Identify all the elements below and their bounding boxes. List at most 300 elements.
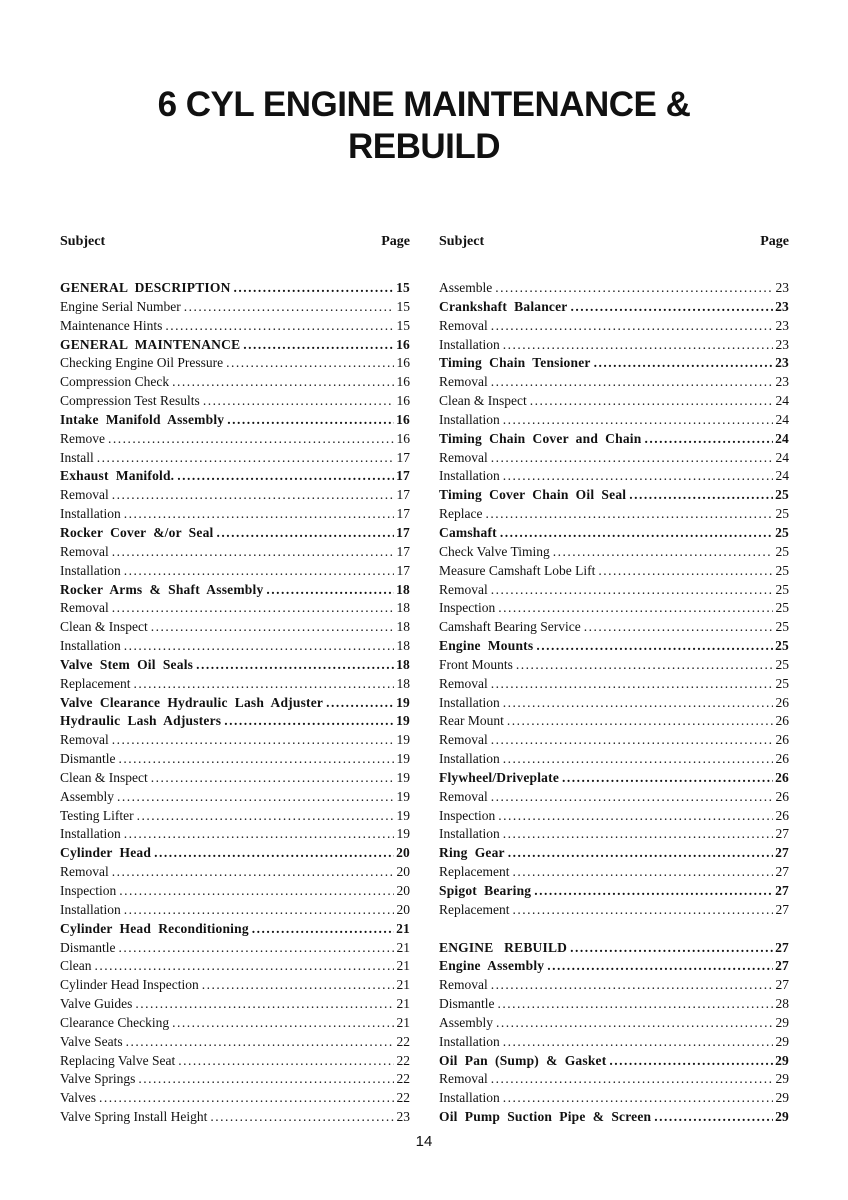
toc-entry-label: Installation xyxy=(60,506,121,522)
dot-leader xyxy=(108,430,394,449)
toc-entry-page: 20 xyxy=(396,883,410,898)
dot-leader xyxy=(138,1070,394,1089)
toc-entry-label: GENERAL DESCRIPTION xyxy=(60,280,231,295)
dot-leader xyxy=(126,1033,394,1052)
dot-leader xyxy=(124,637,394,656)
toc-entry-page: 16 xyxy=(396,374,410,390)
toc-header xyxy=(60,232,410,252)
toc-entry-label: Clearance Checking xyxy=(60,1014,170,1030)
toc-entry-page: 27 xyxy=(775,977,789,993)
toc-entry-page: 29 xyxy=(775,1033,789,1049)
toc-entry-page: 24 xyxy=(775,430,789,446)
toc-entry-label: Dismantle xyxy=(439,996,495,1012)
dot-leader xyxy=(498,807,773,826)
dot-leader xyxy=(112,486,394,505)
toc-entry xyxy=(60,750,410,769)
toc-section-entry xyxy=(439,298,789,317)
toc-entry-label: Replace xyxy=(439,506,483,522)
toc-entry xyxy=(439,825,789,844)
toc-entry xyxy=(439,1014,789,1033)
toc-entry xyxy=(60,486,410,505)
toc-entry-label: Removal xyxy=(439,788,488,804)
toc-entry-label: Compression Test Results xyxy=(60,393,200,409)
dot-leader xyxy=(491,731,773,750)
toc-entry-page: 22 xyxy=(396,1090,410,1106)
toc-entry-label: Oil Pump Suction Pipe & Screen xyxy=(439,1109,652,1125)
toc-entry xyxy=(60,863,410,882)
dot-leader xyxy=(227,411,394,430)
toc-entry xyxy=(439,675,789,694)
toc-entry xyxy=(439,731,789,750)
dot-leader xyxy=(224,712,394,731)
toc-entry-page: 23 xyxy=(775,336,789,352)
toc-entry-label: Hydraulic Lash Adjusters xyxy=(60,713,222,729)
dot-leader xyxy=(507,712,773,731)
toc-entry-page: 16 xyxy=(396,411,410,427)
toc-entry-label: Testing Lifter xyxy=(60,807,134,823)
toc-section-entry xyxy=(60,712,410,731)
toc-entry-page: 25 xyxy=(775,638,789,654)
toc-entry-label: Replacing Valve Seat xyxy=(60,1052,176,1068)
title-line-1: 6 CYL ENGINE MAINTENANCE & xyxy=(157,85,691,124)
dot-leader xyxy=(512,863,773,882)
toc-section-entry xyxy=(439,957,789,976)
toc-entry-page: 23 xyxy=(396,1109,410,1125)
toc-section-entry xyxy=(60,694,410,713)
toc-entry-page: 21 xyxy=(396,920,410,936)
toc-entry-label: Removal xyxy=(439,317,488,333)
dot-leader xyxy=(202,976,394,995)
toc-entry-page: 26 xyxy=(775,769,789,785)
dot-leader xyxy=(503,750,773,769)
dot-leader xyxy=(97,449,394,468)
toc-entry xyxy=(60,637,410,656)
page-heading: Page xyxy=(760,234,789,249)
toc-entry-label: Removal xyxy=(439,581,488,597)
dot-leader xyxy=(119,939,395,958)
toc-entry-label: Removal xyxy=(439,449,488,465)
dot-leader xyxy=(117,788,394,807)
toc-entry-label: Installation xyxy=(439,1090,500,1106)
toc-entry-page: 18 xyxy=(396,600,410,616)
toc-entry-page: 29 xyxy=(775,1071,789,1087)
toc-entry xyxy=(60,430,410,449)
toc-entry-page: 18 xyxy=(396,675,410,691)
toc-entry-page: 27 xyxy=(775,845,789,861)
toc-entry-label: Check Valve Timing xyxy=(439,543,550,559)
toc-entry-page: 15 xyxy=(396,317,410,333)
toc-entry-page: 23 xyxy=(775,317,789,333)
dot-leader xyxy=(326,694,394,713)
dot-leader xyxy=(500,524,773,543)
dot-leader xyxy=(177,467,394,486)
dot-leader xyxy=(491,373,773,392)
toc-entry xyxy=(60,825,410,844)
toc-entry-page: 21 xyxy=(396,958,410,974)
toc-entry xyxy=(60,957,410,976)
toc-section-entry xyxy=(439,354,789,373)
toc-entry xyxy=(60,373,410,392)
toc-entry-page: 19 xyxy=(396,788,410,804)
toc-entry-page: 24 xyxy=(775,411,789,427)
toc-entry xyxy=(439,995,789,1014)
toc-entry-page: 21 xyxy=(396,996,410,1012)
toc-entry-page: 16 xyxy=(396,430,410,446)
toc-entry-label: Inspection xyxy=(60,883,117,898)
toc-entry-label: Maintenance Hints xyxy=(60,317,163,333)
toc-entry-page: 19 xyxy=(396,694,410,710)
dot-leader xyxy=(584,618,773,637)
toc-entry-label: Camshaft xyxy=(439,524,497,540)
toc-entry-label: Valves xyxy=(60,1090,96,1106)
dot-leader xyxy=(172,373,394,392)
toc-entry xyxy=(439,807,789,826)
dot-leader xyxy=(491,317,773,336)
toc-entry-label: Clean xyxy=(60,958,92,974)
dot-leader xyxy=(503,825,773,844)
dot-leader xyxy=(503,336,773,355)
toc-entry-page: 17 xyxy=(396,524,410,540)
dot-leader xyxy=(112,863,394,882)
toc-entry-page: 19 xyxy=(396,826,410,842)
toc-entry-label: Cylinder Head Inspection xyxy=(60,977,199,993)
toc-entry-page: 29 xyxy=(775,1014,789,1030)
toc-entry xyxy=(60,1070,410,1089)
toc-entry-label: Valve Stem Oil Seals xyxy=(60,656,194,672)
toc-entry xyxy=(60,618,410,637)
toc-entry-page: 17 xyxy=(396,449,410,465)
toc-entry xyxy=(439,712,789,731)
dot-leader xyxy=(112,599,394,618)
toc-header xyxy=(439,232,789,252)
toc-entry-label: Exhaust Manifold. xyxy=(60,468,175,484)
toc-entry xyxy=(439,750,789,769)
dot-leader xyxy=(154,844,394,863)
toc-entry-page: 18 xyxy=(396,656,410,672)
toc-entry-label: Valve Springs xyxy=(60,1071,136,1087)
toc-entry-page: 19 xyxy=(396,751,410,767)
dot-leader xyxy=(598,562,773,581)
toc-entry-label: Installation xyxy=(439,694,500,710)
toc-entry-label: Removal xyxy=(439,374,488,390)
toc-entry-page: 19 xyxy=(396,713,410,729)
toc-entry-label: Rear Mount xyxy=(439,713,504,729)
dot-leader xyxy=(516,656,773,675)
toc-entry-label: Installation xyxy=(60,826,121,842)
toc-entry-page: 23 xyxy=(775,298,789,314)
toc-entry-label: Timing Chain Tensioner xyxy=(439,355,591,371)
toc-entry xyxy=(60,976,410,995)
toc-entry xyxy=(439,562,789,581)
toc-entry-label: Replacement xyxy=(60,675,131,691)
toc-column-left xyxy=(60,232,410,1127)
toc-entry-page: 24 xyxy=(775,393,789,409)
dot-leader xyxy=(503,411,773,430)
toc-entry-label: Assembly xyxy=(60,788,114,804)
toc-entry-label: Cylinder Head Reconditioning xyxy=(60,920,249,936)
toc-entry xyxy=(60,1052,410,1071)
toc-entry xyxy=(60,1014,410,1033)
toc-entry xyxy=(439,449,789,468)
dot-leader xyxy=(234,279,394,298)
toc-entry-label: Ring Gear xyxy=(439,845,505,861)
dot-leader xyxy=(491,788,773,807)
toc-entry-page: 26 xyxy=(775,751,789,767)
toc-entry xyxy=(60,995,410,1014)
toc-entry-page: 26 xyxy=(775,713,789,729)
toc-section-entry xyxy=(439,939,789,958)
toc-entry xyxy=(60,543,410,562)
toc-entry-label: Dismantle xyxy=(60,939,116,955)
toc-section-entry xyxy=(60,844,410,863)
toc-entry xyxy=(439,656,789,675)
toc-entry-page: 17 xyxy=(396,506,410,522)
toc-entry xyxy=(439,581,789,600)
toc-entry xyxy=(60,769,410,788)
dot-leader xyxy=(266,581,394,600)
toc-entry-page: 24 xyxy=(775,468,789,484)
toc-entry xyxy=(60,298,410,317)
toc-section-entry xyxy=(439,1108,789,1127)
toc-entry-page: 26 xyxy=(775,788,789,804)
toc-entry-label: Flywheel/Driveplate xyxy=(439,769,560,785)
dot-leader xyxy=(629,486,773,505)
toc-entry-label: Front Mounts xyxy=(439,656,513,672)
toc-list xyxy=(60,279,410,1127)
document-title xyxy=(0,84,848,168)
dot-leader xyxy=(124,901,394,920)
toc-entry-label: Removal xyxy=(60,732,109,748)
toc-entry-label: Removal xyxy=(60,487,109,503)
dot-leader xyxy=(243,336,394,355)
subject-heading: Subject xyxy=(60,234,106,249)
dot-leader xyxy=(534,882,773,901)
dot-leader xyxy=(594,354,773,373)
dot-leader xyxy=(491,976,773,995)
toc-entry-label: Removal xyxy=(439,675,488,691)
toc-entry-page: 28 xyxy=(775,996,789,1012)
dot-leader xyxy=(530,392,773,411)
toc-section-entry xyxy=(439,769,789,788)
toc-entry xyxy=(439,336,789,355)
toc-entry xyxy=(439,543,789,562)
toc-entry xyxy=(439,863,789,882)
dot-leader xyxy=(644,430,773,449)
title-line-2: REBUILD xyxy=(347,127,501,166)
toc-entry-label: Removal xyxy=(439,977,488,993)
toc-entry-page: 16 xyxy=(396,355,410,371)
dot-leader xyxy=(124,562,394,581)
toc-entry xyxy=(60,675,410,694)
toc-entry-page: 25 xyxy=(775,506,789,522)
toc-entry-label: Replacement xyxy=(439,864,510,880)
dot-leader xyxy=(536,637,773,656)
dot-leader xyxy=(508,844,773,863)
toc-entry-page: 16 xyxy=(396,393,410,409)
toc-entry-page: 17 xyxy=(396,543,410,559)
toc-section-entry xyxy=(439,844,789,863)
toc-entry-label: Rocker Cover &/or Seal xyxy=(60,524,214,540)
toc-entry-page: 27 xyxy=(775,864,789,880)
toc-section-entry xyxy=(60,524,410,543)
toc-entry-page: 29 xyxy=(775,1090,789,1106)
dot-leader xyxy=(491,581,773,600)
dot-leader xyxy=(119,750,395,769)
dot-leader xyxy=(119,882,394,901)
toc-entry-label: Installation xyxy=(439,336,500,352)
toc-entry xyxy=(60,939,410,958)
dot-leader xyxy=(491,675,773,694)
toc-entry-label: Removal xyxy=(439,1071,488,1087)
toc-entry xyxy=(439,694,789,713)
toc-section-entry xyxy=(60,279,410,298)
dot-leader xyxy=(133,675,394,694)
toc-entry-label: Assemble xyxy=(439,280,493,295)
dot-leader xyxy=(151,769,394,788)
toc-entry-label: Installation xyxy=(60,638,121,654)
toc-entry-page: 19 xyxy=(396,769,410,785)
toc-entry-label: Valve Guides xyxy=(60,996,133,1012)
dot-leader xyxy=(137,807,394,826)
dot-leader xyxy=(553,543,773,562)
toc-entry-page: 21 xyxy=(396,1014,410,1030)
toc-entry-page: 25 xyxy=(775,581,789,597)
toc-entry-label: Timing Chain Cover and Chain xyxy=(439,430,642,446)
toc-entry-label: Installation xyxy=(439,751,500,767)
toc-entry xyxy=(60,882,410,901)
toc-entry-page: 21 xyxy=(396,977,410,993)
toc-entry-page: 26 xyxy=(775,694,789,710)
toc-entry-label: Cylinder Head xyxy=(60,845,152,861)
toc-entry-page: 17 xyxy=(396,562,410,578)
toc-entry-label: Clean & Inspect xyxy=(439,393,527,409)
toc-entry xyxy=(60,562,410,581)
toc-entry xyxy=(60,1108,410,1127)
toc-entry-page: 25 xyxy=(775,619,789,635)
dot-leader xyxy=(112,731,394,750)
toc-entry-page: 27 xyxy=(775,958,789,974)
toc-entry-page: 15 xyxy=(396,298,410,314)
toc-entry-page: 23 xyxy=(775,374,789,390)
toc-section-entry xyxy=(60,411,410,430)
dot-leader xyxy=(210,1108,394,1127)
toc-entry-label: Rocker Arms & Shaft Assembly xyxy=(60,581,264,597)
dot-leader xyxy=(184,298,394,317)
toc-entry-page: 23 xyxy=(775,280,789,295)
dot-leader xyxy=(503,1033,773,1052)
toc-entry-label: ENGINE REBUILD xyxy=(439,939,568,955)
dot-leader xyxy=(571,298,774,317)
toc-section-entry xyxy=(439,430,789,449)
toc-entry-page: 26 xyxy=(775,732,789,748)
dot-leader xyxy=(172,1014,394,1033)
toc-entry-page: 22 xyxy=(396,1071,410,1087)
dot-leader xyxy=(503,1089,773,1108)
toc-entry xyxy=(439,373,789,392)
dot-leader xyxy=(165,317,394,336)
subject-heading: Subject xyxy=(439,234,485,249)
dot-leader xyxy=(252,920,394,939)
dot-leader xyxy=(654,1108,773,1127)
dot-leader xyxy=(570,939,773,958)
toc-entry xyxy=(439,976,789,995)
toc-entry-page: 19 xyxy=(396,732,410,748)
toc-entry-page: 27 xyxy=(775,939,789,955)
toc-entry-page: 20 xyxy=(396,845,410,861)
toc-entry-page: 25 xyxy=(775,524,789,540)
dot-leader xyxy=(178,1052,394,1071)
dot-leader xyxy=(135,995,394,1014)
toc-entry xyxy=(60,901,410,920)
toc-entry xyxy=(60,1033,410,1052)
dot-leader xyxy=(498,995,774,1014)
toc-section-entry xyxy=(60,336,410,355)
toc-entry-label: Assembly xyxy=(439,1014,493,1030)
toc-entry-page: 25 xyxy=(775,562,789,578)
toc-entry-page: 22 xyxy=(396,1033,410,1049)
toc-section-entry xyxy=(60,581,410,600)
dot-leader xyxy=(498,599,773,618)
dot-leader xyxy=(496,1014,773,1033)
page-heading: Page xyxy=(381,234,410,249)
toc-entry-label: Compression Check xyxy=(60,374,170,390)
toc-entry xyxy=(439,505,789,524)
toc-entry-label: GENERAL MAINTENANCE xyxy=(60,336,241,352)
toc-entry-label: Camshaft Bearing Service xyxy=(439,619,581,635)
dot-leader xyxy=(562,769,773,788)
toc-entry-label: Timing Cover Chain Oil Seal xyxy=(439,487,627,503)
toc-entry-page: 18 xyxy=(396,638,410,654)
dot-leader xyxy=(503,467,773,486)
toc-entry-page: 27 xyxy=(775,826,789,842)
toc-entry-page: 15 xyxy=(396,280,410,295)
toc-section-entry xyxy=(439,486,789,505)
toc-list xyxy=(439,279,789,1127)
toc-entry xyxy=(439,392,789,411)
toc-entry-label: Installation xyxy=(439,468,500,484)
toc-entry-page: 29 xyxy=(775,1052,789,1068)
toc-entry-label: Engine Assembly xyxy=(439,958,545,974)
toc-spacer xyxy=(439,920,789,939)
toc-entry-label: Measure Camshaft Lobe Lift xyxy=(439,562,596,578)
dot-leader xyxy=(491,449,773,468)
toc-entry-label: Install xyxy=(60,449,94,465)
toc-entry-page: 20 xyxy=(396,864,410,880)
dot-leader xyxy=(547,957,773,976)
dot-leader xyxy=(124,505,394,524)
toc-entry-label: Removal xyxy=(60,864,109,880)
toc-entry-page: 19 xyxy=(396,807,410,823)
toc-entry-label: Installation xyxy=(439,1033,500,1049)
toc-entry-label: Installation xyxy=(439,411,500,427)
dot-leader xyxy=(112,543,394,562)
toc-entry xyxy=(60,807,410,826)
toc-entry-label: Valve Spring Install Height xyxy=(60,1109,208,1125)
toc-entry-label: Remove xyxy=(60,430,105,446)
toc-entry xyxy=(439,411,789,430)
dot-leader xyxy=(226,354,394,373)
toc-entry xyxy=(439,788,789,807)
toc-entry-label: Removal xyxy=(439,732,488,748)
toc-section-entry xyxy=(60,467,410,486)
toc-entry xyxy=(439,279,789,298)
toc-entry-label: Installation xyxy=(60,901,121,917)
toc-entry-label: Valve Seats xyxy=(60,1033,123,1049)
toc-entry-label: Checking Engine Oil Pressure xyxy=(60,355,224,371)
toc-entry xyxy=(60,354,410,373)
toc-section-entry xyxy=(439,524,789,543)
toc-entry-page: 27 xyxy=(775,883,789,898)
